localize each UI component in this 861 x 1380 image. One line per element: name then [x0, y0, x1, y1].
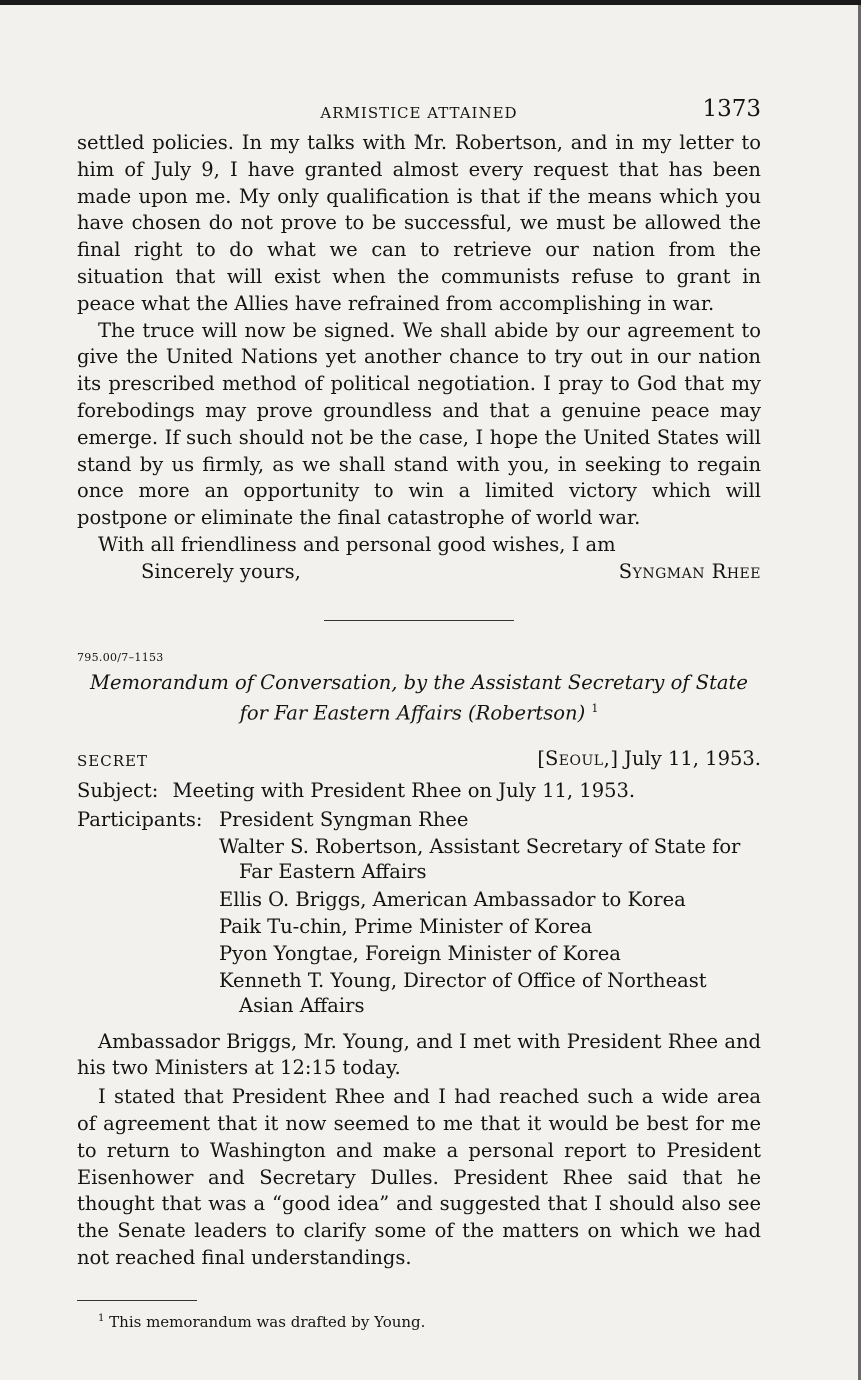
participant: President Syngman Rhee: [219, 808, 469, 832]
footnote-mark: 1: [591, 701, 599, 715]
letter-paragraph: The truce will now be signed. We shall abide by our agreement to give the United Nations yet another chance to try out in our nation its prescribed method of political negotiation. I pray to God that my forebodings may prove groundless and that a genuine peace may emerge. If such should not be the case, I hope the United States will stand by us firmly, as we shall stand with you, in seeking to regain once more an opportunity to win a limited victory which will postpone or eliminate the final catastrophe of world war.: [77, 318, 761, 530]
running-head-title: ARMISTICE ATTAINED: [320, 104, 518, 122]
memo-title-text: Memorandum of Conversation, by the Assistant Secretary of State for Far Eastern Affairs (Robertson): [90, 670, 748, 725]
valediction: Sincerely yours,: [141, 559, 301, 583]
memo-paragraph: I stated that President Rhee and I had reached such a wide area of agreement that it now seemed to me that it would be best for me to return to Washington and make a personal report to President Eisenhower and Secretary Dulles. President Rhee said that he thought that was a “good idea” and suggested that I should also see the Senate leaders to clarify some of the matters on which we had not reached final understandings.: [77, 1085, 761, 1270]
participants-block: [77, 807, 761, 1021]
letter-paragraph: settled policies. In my talks with Mr. Robertson, and in my letter to him of July 9, I have granted almost every request that has been made upon me. My only qualification is that if the means which you have chosen do not prove to be successful, we must be allowed the final right to do what we can to retrieve our nation from the situation that will exist when the communists refuse to grant in peace what the Allies have refrained from accomplishing in war.: [77, 131, 761, 315]
scan-top-border: [0, 0, 861, 5]
memo-body: [77, 1029, 761, 1272]
footnote-text: This memorandum was drafted by Young.: [109, 1312, 426, 1331]
closing-line: With all friendliness and personal good wishes, I am: [98, 532, 616, 556]
participants-list: [219, 807, 761, 1021]
page-number: 1373: [702, 96, 761, 122]
subject-text: Meeting with President Rhee on July 11, 1953.: [172, 779, 636, 803]
footnote-rule: [77, 1300, 197, 1301]
date: July 11, 1953.: [624, 747, 761, 771]
letter-body: [77, 130, 761, 532]
subject-label: Subject:: [77, 779, 159, 803]
place: Seoul,: [544, 747, 611, 771]
classification: SECRET: [77, 752, 148, 771]
place-date: [Seoul,] July 11, 1953.: [537, 747, 761, 771]
participant: Ellis O. Briggs, American Ambassador to Korea: [219, 887, 686, 911]
footnote: [77, 1309, 761, 1332]
participant: Walter S. Robertson, Assistant Secretary of State for Far Eastern Affairs: [219, 835, 741, 884]
signature-row: [77, 559, 761, 586]
document-page: [77, 96, 761, 1332]
participants-label: Participants:: [77, 808, 203, 832]
subject-row: [77, 778, 761, 804]
memo-paragraph: Ambassador Briggs, Mr. Young, and I met with President Rhee and his two Ministers at 12:15 today.: [77, 1029, 761, 1080]
participant: Pyon Yongtae, Foreign Minister of Korea: [219, 942, 621, 966]
running-head: [77, 96, 761, 130]
memo-title: [77, 670, 761, 727]
memo-meta: [77, 746, 761, 774]
letter-closing: [77, 532, 761, 586]
participant: Paik Tu-chin, Prime Minister of Korea: [219, 914, 593, 938]
signature: Syngman Rhee: [618, 559, 761, 583]
participant: Kenneth T. Young, Director of Office of Northeast Asian Affairs: [219, 969, 707, 1018]
document-number: 795.00/7–1153: [77, 650, 164, 664]
section-divider: [324, 620, 514, 621]
footnote-number: 1: [98, 1312, 105, 1324]
